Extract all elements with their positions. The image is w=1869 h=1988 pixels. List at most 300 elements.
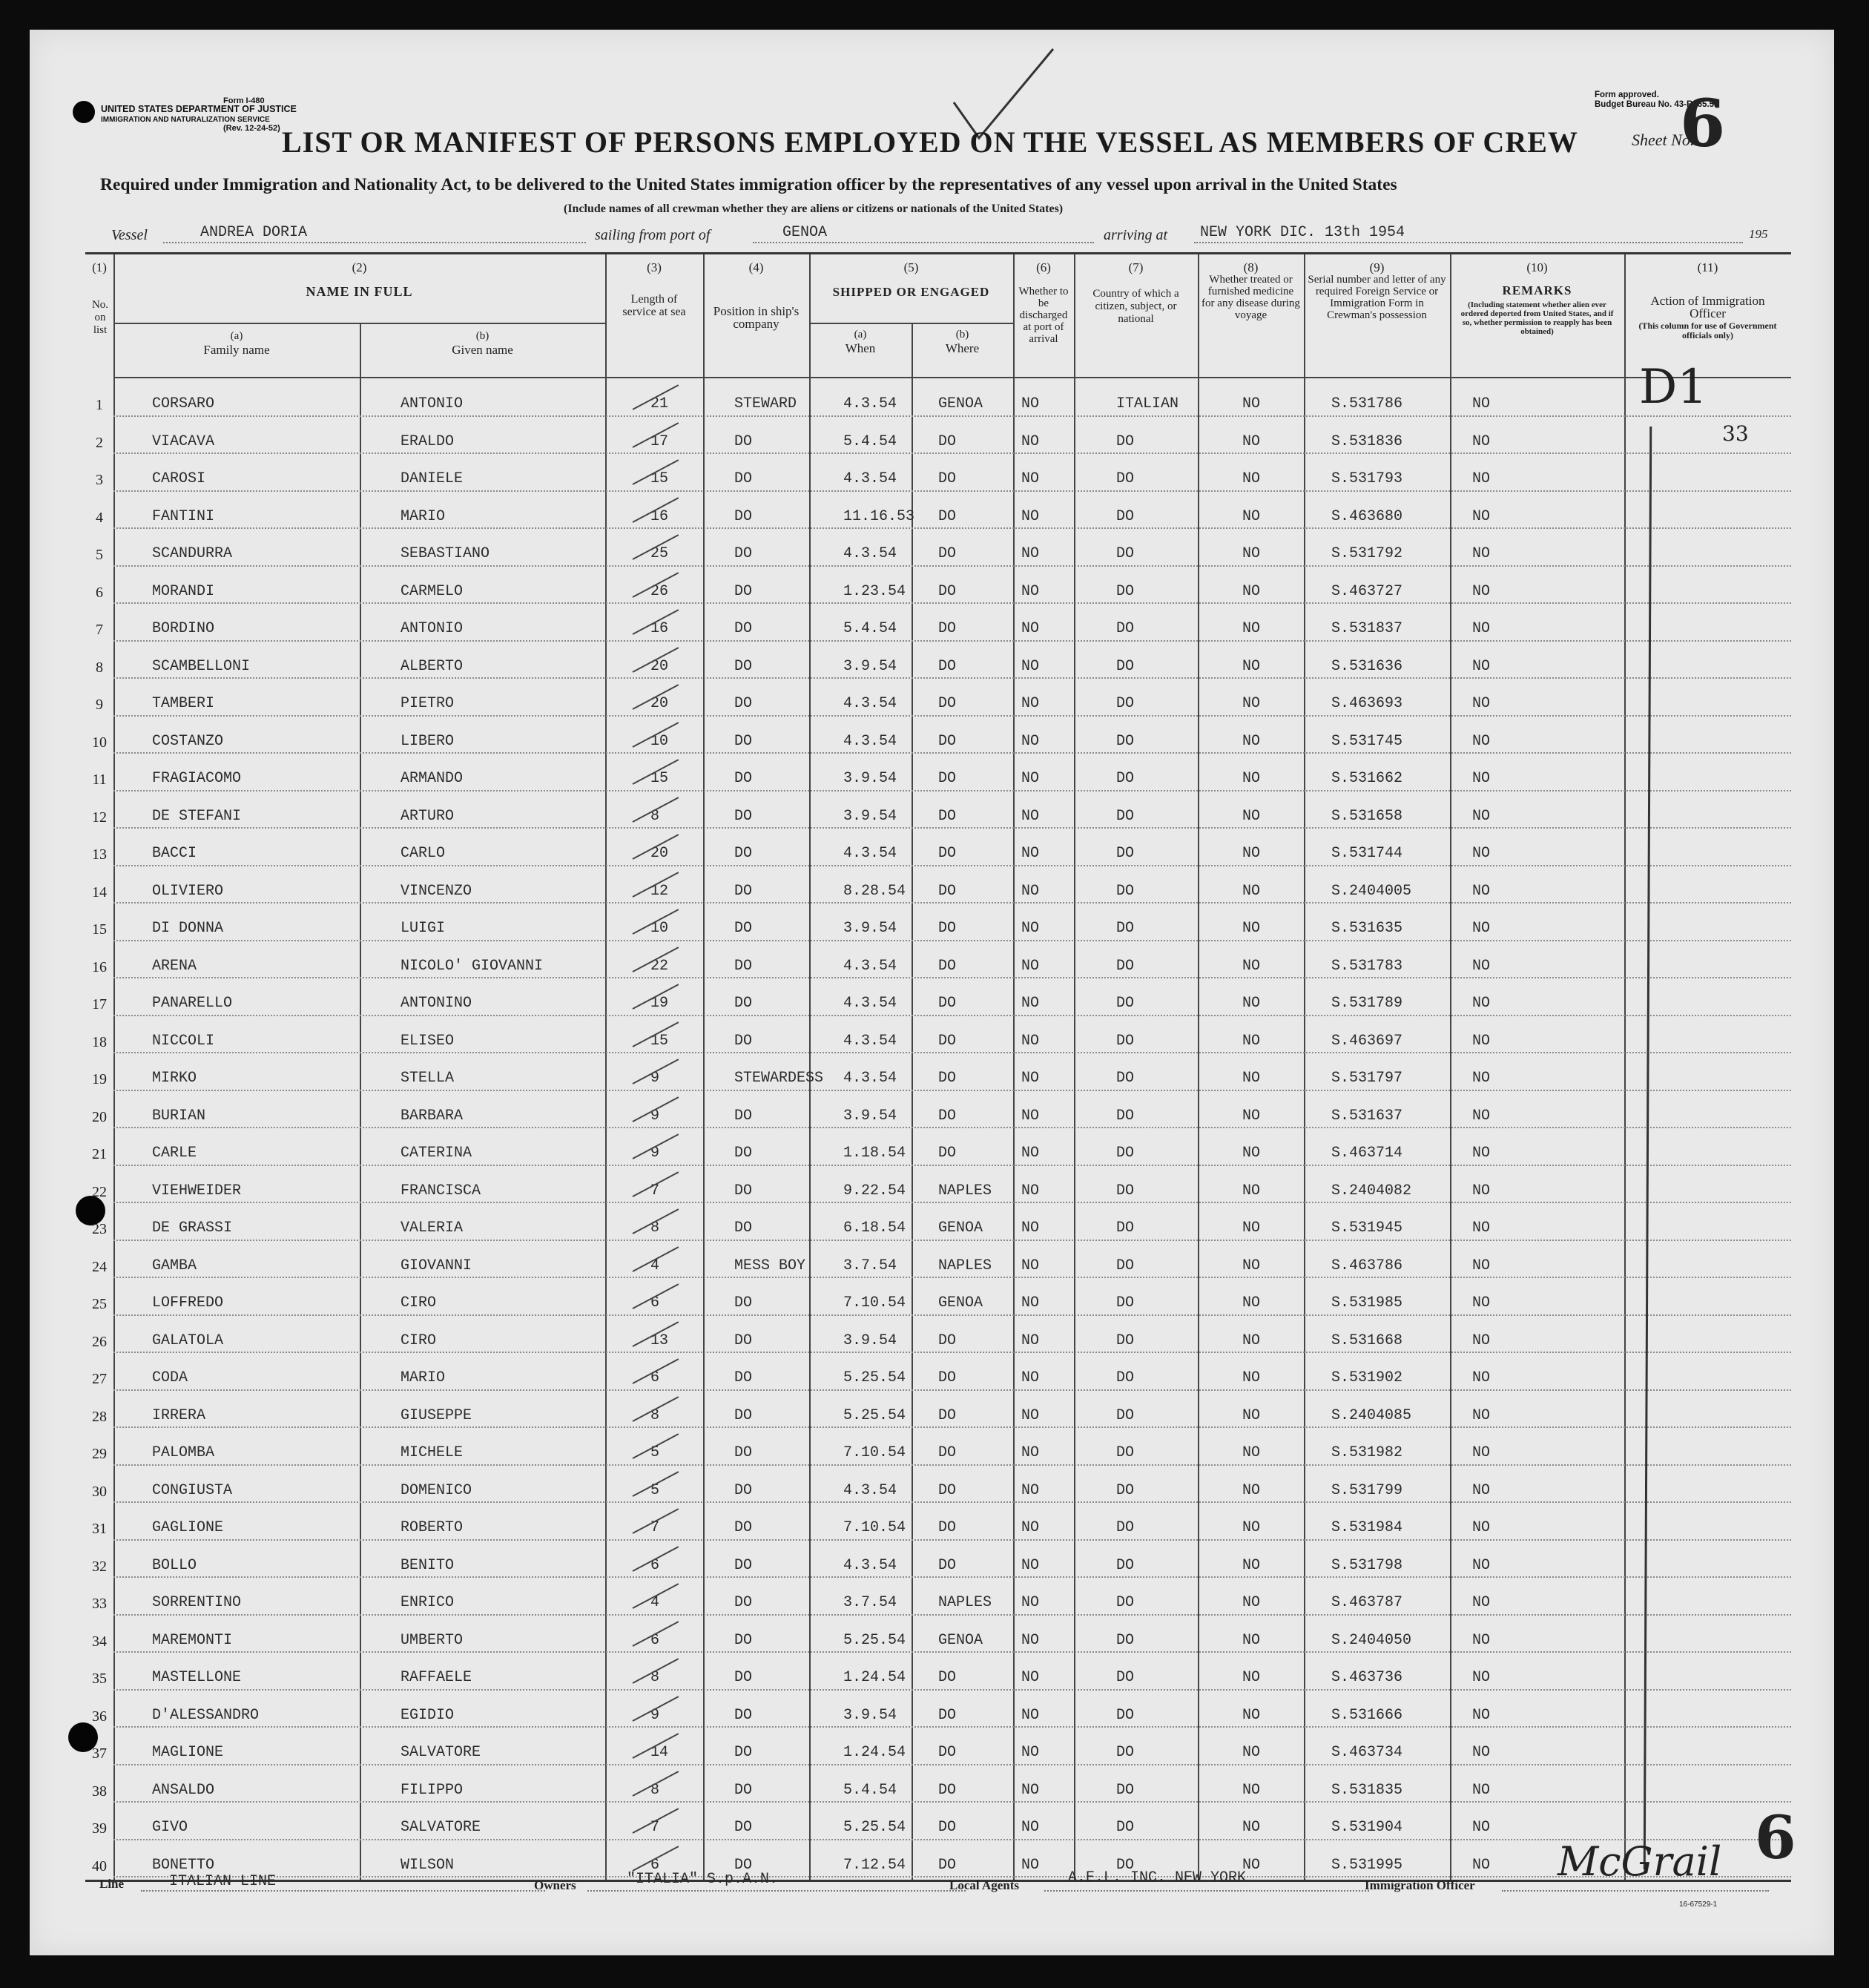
given-name: PIETRO [400, 695, 455, 712]
shipped-when: 4.3.54 [843, 995, 897, 1012]
length-of-service: 6 [650, 1294, 660, 1311]
discharge-status: NO [1021, 1556, 1040, 1574]
position: DO [734, 545, 753, 562]
remarks: NO [1472, 507, 1491, 525]
medicine-status: NO [1242, 582, 1261, 600]
shipped-where: DO [938, 545, 957, 562]
sheet-label: Sheet No. [1632, 131, 1695, 149]
row-number: 40 [92, 1857, 107, 1875]
table-row [85, 1317, 1791, 1355]
serial-number: S.531798 [1331, 1556, 1403, 1574]
discharge-status: NO [1021, 695, 1040, 712]
page-subtitle: Required under Immigration and Nationality Act, to be delivered to the United States immigration officer by the representatives of any vessel upon arrival in the United States [100, 175, 1397, 194]
table-row [85, 1542, 1791, 1580]
serial-number: S.463693 [1331, 695, 1403, 712]
shipped-when: 1.23.54 [843, 582, 906, 600]
length-of-service: 6 [650, 1369, 660, 1386]
table-row [85, 1429, 1791, 1467]
position: DO [734, 507, 753, 525]
table-row [85, 1130, 1791, 1168]
shipped-where: DO [938, 1706, 957, 1724]
shipped-when: 4.3.54 [843, 957, 897, 975]
table-row [85, 1617, 1791, 1655]
shipped-when: 4.3.54 [843, 1032, 897, 1050]
length-of-service: 20 [650, 695, 669, 712]
remarks: NO [1472, 1594, 1491, 1611]
position: DO [734, 957, 753, 975]
col-position-header: Position in ship's company [713, 304, 800, 331]
given-name: UMBERTO [400, 1631, 464, 1649]
serial-number: S.531995 [1331, 1856, 1403, 1874]
position: DO [734, 470, 753, 487]
family-name: MAREMONTI [152, 1631, 233, 1649]
family-name: FANTINI [152, 507, 215, 525]
col-remarks-note: (Including statement whether alien ever ordered deported from United States, and if so, whether permission to reapply has been obtained) [1460, 300, 1614, 336]
discharge-status: NO [1021, 957, 1040, 975]
owners-label: Owners [534, 1878, 576, 1892]
medicine-status: NO [1242, 1519, 1261, 1536]
shipped-when: 1.18.54 [843, 1145, 906, 1162]
shipped-where: DO [938, 807, 957, 825]
row-rule [113, 1426, 1791, 1428]
shipped-where: DO [938, 1819, 957, 1836]
row-rule [113, 1352, 1791, 1353]
remarks: NO [1472, 695, 1491, 712]
vessel-label: Vessel [111, 227, 148, 243]
shipped-where: DO [938, 1519, 957, 1536]
serial-number: S.531793 [1331, 470, 1403, 487]
family-name: CAROSI [152, 470, 206, 487]
remarks: NO [1472, 470, 1491, 487]
discharge-status: NO [1021, 1220, 1040, 1237]
row-rule [113, 565, 1791, 567]
row-number: 3 [96, 472, 103, 488]
column-number: (9) [1369, 260, 1385, 274]
row-rule [113, 1614, 1791, 1616]
row-rule [113, 865, 1791, 866]
column-number: (10) [1526, 260, 1548, 274]
row-rule [113, 1689, 1791, 1691]
country: DO [1116, 1594, 1135, 1611]
length-of-service: 4 [650, 1257, 660, 1274]
column-number: (8) [1243, 260, 1259, 274]
discharge-status: NO [1021, 1781, 1040, 1799]
form-date: (Rev. 12-24-52) [223, 124, 280, 133]
position: DO [734, 1669, 753, 1686]
serial-number: S.531904 [1331, 1819, 1403, 1836]
position: DO [734, 582, 753, 600]
medicine-status: NO [1242, 882, 1261, 900]
col-shipped-header: SHIPPED OR ENGAGED [832, 285, 990, 299]
row-number: 38 [92, 1783, 107, 1800]
length-of-service: 8 [650, 1406, 660, 1424]
row-number: 7 [96, 622, 103, 638]
remarks: NO [1472, 1519, 1491, 1536]
serial-number: S.531789 [1331, 995, 1403, 1012]
row-number: 37 [92, 1745, 107, 1762]
length-of-service: 19 [650, 995, 669, 1012]
serial-number: S.2404085 [1331, 1406, 1412, 1424]
row-number: 12 [92, 809, 107, 826]
shipped-when: 3.7.54 [843, 1594, 897, 1611]
shipped-when: 4.3.54 [843, 732, 897, 750]
col-serial-header: Serial number and letter of any required Foreign Service or Immigration Form in Crewman's possession [1308, 274, 1446, 321]
given-name: ANTONINO [400, 995, 472, 1012]
serial-number: S.2404050 [1331, 1631, 1412, 1649]
country: DO [1116, 1631, 1135, 1649]
row-rule [113, 1127, 1791, 1128]
shipped-when: 4.3.54 [843, 845, 897, 862]
country: DO [1116, 545, 1135, 562]
serial-number: S.531835 [1331, 1781, 1403, 1799]
position: DO [734, 995, 753, 1012]
agents-underline [1044, 1890, 1369, 1892]
country: DO [1116, 1744, 1135, 1761]
col-given-tag: (b) [475, 330, 490, 342]
table-row [85, 1093, 1791, 1130]
given-name: ANTONIO [400, 620, 464, 637]
family-name: BOLLO [152, 1556, 197, 1574]
page-number: 6 [1755, 1803, 1796, 1872]
row-number: 21 [92, 1146, 107, 1162]
print-code: 16-67529-1 [1679, 1900, 1718, 1909]
row-number: 26 [92, 1333, 107, 1350]
given-name: BENITO [400, 1556, 455, 1574]
sheet-number: 6 [1680, 85, 1726, 162]
medicine-status: NO [1242, 770, 1261, 787]
position: DO [734, 1182, 753, 1199]
family-name: VIACAVA [152, 432, 215, 450]
medicine-status: NO [1242, 470, 1261, 487]
discharge-status: NO [1021, 882, 1040, 900]
position: DO [734, 1556, 753, 1574]
shipped-where: DO [938, 1444, 957, 1461]
shipped-when: 9.22.54 [843, 1182, 906, 1199]
serial-number: S.531658 [1331, 807, 1403, 825]
family-name: VIEHWEIDER [152, 1182, 242, 1199]
given-name: LUIGI [400, 920, 446, 937]
given-name: DANIELE [400, 470, 464, 487]
shipped-where: DO [938, 1781, 957, 1799]
country: DO [1116, 695, 1135, 712]
family-name: CODA [152, 1369, 188, 1386]
length-of-service: 6 [650, 1856, 660, 1874]
discharge-status: NO [1021, 1107, 1040, 1125]
serial-number: S.463727 [1331, 582, 1403, 600]
serial-number: S.531783 [1331, 957, 1403, 975]
length-of-service: 15 [650, 470, 669, 487]
shipped-when: 5.4.54 [843, 620, 897, 637]
length-of-service: 16 [650, 507, 669, 525]
row-rule [113, 1801, 1791, 1803]
row-rule [113, 1876, 1791, 1877]
country: DO [1116, 995, 1135, 1012]
agents-value: A.E.L. INC. NEW YORK [1068, 1869, 1247, 1886]
medicine-status: NO [1242, 1669, 1261, 1686]
col-discharge-header: Whether to be discharged at port of arrival [1018, 286, 1069, 345]
shipped-when: 7.12.54 [843, 1856, 906, 1874]
position: DO [734, 1444, 753, 1461]
col-no-header: No. on list [91, 299, 109, 336]
approval-line2: Budget Bureau No. 43-R065.5. [1595, 100, 1717, 109]
shipped-where: DO [938, 470, 957, 487]
remarks: NO [1472, 1406, 1491, 1424]
col-when-header: When [845, 341, 876, 355]
shipped-where: DO [938, 1145, 957, 1162]
family-name: BORDINO [152, 620, 215, 637]
medicine-status: NO [1242, 1631, 1261, 1649]
year-suffix: 195 [1749, 227, 1768, 241]
length-of-service: 21 [650, 395, 669, 412]
serial-number: S.463786 [1331, 1257, 1403, 1274]
discharge-status: NO [1021, 1182, 1040, 1199]
approval-line1: Form approved. [1595, 90, 1659, 99]
medicine-status: NO [1242, 432, 1261, 450]
position: DO [734, 770, 753, 787]
given-name: MICHELE [400, 1444, 464, 1461]
length-of-service: 9 [650, 1070, 660, 1087]
position: DO [734, 1032, 753, 1050]
given-name: ERALDO [400, 432, 455, 450]
serial-number: S.531985 [1331, 1294, 1403, 1311]
row-number: 35 [92, 1671, 107, 1687]
column-number: (11) [1697, 260, 1718, 274]
page-title: LIST OR MANIFEST OF PERSONS EMPLOYED ON THE VESSEL AS MEMBERS OF CREW [282, 125, 1578, 159]
serial-number: S.531836 [1331, 432, 1403, 450]
family-name: DE GRASSI [152, 1220, 233, 1237]
remarks: NO [1472, 770, 1491, 787]
family-name: GAMBA [152, 1257, 197, 1274]
punch-hole [73, 101, 95, 123]
remarks: NO [1472, 432, 1491, 450]
discharge-status: NO [1021, 1519, 1040, 1536]
discharge-status: NO [1021, 620, 1040, 637]
table-row [85, 418, 1791, 456]
medicine-status: NO [1242, 1856, 1261, 1874]
shipped-where: DO [938, 1744, 957, 1761]
col-where-header: Where [945, 341, 980, 355]
medicine-status: NO [1242, 695, 1261, 712]
discharge-status: NO [1021, 1819, 1040, 1836]
medicine-status: NO [1242, 1070, 1261, 1087]
serial-number: S.2404082 [1331, 1182, 1412, 1199]
position: DO [734, 620, 753, 637]
shipped-when: 3.9.54 [843, 770, 897, 787]
serial-number: S.531786 [1331, 395, 1403, 412]
country: DO [1116, 1856, 1135, 1874]
serial-number: S.463787 [1331, 1594, 1403, 1611]
country: DO [1116, 1781, 1135, 1799]
shipped-when: 3.9.54 [843, 657, 897, 675]
table-row [85, 943, 1791, 981]
country: DO [1116, 1182, 1135, 1199]
medicine-status: NO [1242, 732, 1261, 750]
position: DO [734, 845, 753, 862]
remarks: NO [1472, 957, 1491, 975]
country: DO [1116, 1444, 1135, 1461]
shipped-where: DO [938, 770, 957, 787]
row-number: 11 [92, 771, 107, 788]
row-rule [113, 752, 1791, 754]
country: DO [1116, 1070, 1135, 1087]
family-name: CONGIUSTA [152, 1481, 233, 1499]
length-of-service: 25 [650, 545, 669, 562]
position: DO [734, 920, 753, 937]
discharge-status: NO [1021, 1481, 1040, 1499]
shipped-when: 1.24.54 [843, 1744, 906, 1761]
shipped-where: DO [938, 507, 957, 525]
given-name: SEBASTIANO [400, 545, 490, 562]
discharge-status: NO [1021, 1406, 1040, 1424]
col-family-header: Family name [203, 343, 270, 357]
family-name: GAGLIONE [152, 1519, 224, 1536]
country: DO [1116, 732, 1135, 750]
medicine-status: NO [1242, 1182, 1261, 1199]
row-rule [113, 1052, 1791, 1053]
family-name: PANARELLO [152, 995, 233, 1012]
position: DO [734, 1594, 753, 1611]
shipped-where: NAPLES [938, 1182, 992, 1199]
table-row [85, 1205, 1791, 1242]
row-number: 6 [96, 584, 103, 601]
remarks: NO [1472, 1070, 1491, 1087]
discharge-status: NO [1021, 1070, 1040, 1087]
given-name: CARMELO [400, 582, 464, 600]
row-number: 13 [92, 846, 107, 863]
country: DO [1116, 1294, 1135, 1311]
family-name: MORANDI [152, 582, 215, 600]
country: DO [1116, 920, 1135, 937]
country: DO [1116, 1406, 1135, 1424]
medicine-status: NO [1242, 845, 1261, 862]
given-name: GIOVANNI [400, 1257, 472, 1274]
position: DO [734, 1781, 753, 1799]
country: DO [1116, 807, 1135, 825]
length-of-service: 26 [650, 582, 669, 600]
remarks: NO [1472, 1706, 1491, 1724]
length-of-service: 4 [650, 1594, 660, 1611]
shipped-where: DO [938, 732, 957, 750]
family-name: MIRKO [152, 1070, 197, 1087]
country: DO [1116, 957, 1135, 975]
country: DO [1116, 1220, 1135, 1237]
given-name: EGIDIO [400, 1706, 455, 1724]
medicine-status: NO [1242, 1406, 1261, 1424]
discharge-status: NO [1021, 1257, 1040, 1274]
row-rule [113, 977, 1791, 978]
length-of-service: 9 [650, 1706, 660, 1724]
row-rule [113, 1764, 1791, 1765]
discharge-status: NO [1021, 995, 1040, 1012]
serial-number: S.531662 [1331, 770, 1403, 787]
country: DO [1116, 1107, 1135, 1125]
row-number: 18 [92, 1033, 107, 1050]
length-of-service: 6 [650, 1631, 660, 1649]
position: DO [734, 1107, 753, 1125]
discharge-status: NO [1021, 545, 1040, 562]
owners-value: "ITALIA" S.p.A.N. [627, 1871, 779, 1888]
discharge-status: NO [1021, 582, 1040, 600]
discharge-status: NO [1021, 432, 1040, 450]
length-of-service: 15 [650, 770, 669, 787]
table-row [85, 755, 1791, 793]
row-rule [113, 602, 1791, 604]
position: DO [734, 1856, 753, 1874]
given-name: SALVATORE [400, 1819, 481, 1836]
country: DO [1116, 470, 1135, 487]
length-of-service: 8 [650, 807, 660, 825]
row-number: 10 [92, 734, 107, 751]
discharge-status: NO [1021, 1856, 1040, 1874]
remarks: NO [1472, 1257, 1491, 1274]
medicine-status: NO [1242, 1107, 1261, 1125]
row-number: 2 [96, 434, 103, 451]
col-service-header: Length of service at sea [622, 293, 686, 318]
row-rule [113, 490, 1791, 492]
discharge-status: NO [1021, 470, 1040, 487]
row-rule [113, 1314, 1791, 1316]
country: DO [1116, 620, 1135, 637]
remarks: NO [1472, 920, 1491, 937]
remarks: NO [1472, 1631, 1491, 1649]
action-mark: D1 [1639, 360, 1708, 415]
row-number: 23 [92, 1221, 107, 1237]
given-name: ROBERTO [400, 1519, 464, 1536]
family-name: IRRERA [152, 1406, 206, 1424]
table-row [85, 1018, 1791, 1056]
shipped-when: 5.25.54 [843, 1631, 906, 1649]
medicine-status: NO [1242, 1294, 1261, 1311]
family-name: CORSARO [152, 395, 215, 412]
country: DO [1116, 432, 1135, 450]
length-of-service: 22 [650, 957, 669, 975]
table-row [85, 718, 1791, 756]
length-of-service: 8 [650, 1669, 660, 1686]
row-rule [113, 1464, 1791, 1466]
medicine-status: NO [1242, 1556, 1261, 1574]
length-of-service: 13 [650, 1332, 669, 1349]
given-name: ANTONIO [400, 395, 464, 412]
family-name: GIVO [152, 1819, 188, 1836]
country: DO [1116, 1145, 1135, 1162]
shipped-where: GENOA [938, 1294, 983, 1311]
shipped-when: 5.4.54 [843, 432, 897, 450]
row-rule [113, 1576, 1791, 1578]
table-row [85, 643, 1791, 681]
discharge-status: NO [1021, 1444, 1040, 1461]
shipped-where: DO [938, 657, 957, 675]
family-name: ANSALDO [152, 1781, 215, 1799]
given-name: CATERINA [400, 1145, 472, 1162]
country: DO [1116, 1669, 1135, 1686]
column-number: (3) [647, 260, 662, 274]
remarks: NO [1472, 1182, 1491, 1199]
officer-underline [1502, 1890, 1769, 1892]
shipped-when: 7.10.54 [843, 1519, 906, 1536]
row-rule [113, 1501, 1791, 1503]
vessel-name: ANDREA DORIA [200, 224, 308, 241]
length-of-service: 6 [650, 1556, 660, 1574]
row-rule [113, 527, 1791, 529]
given-name: VALERIA [400, 1220, 464, 1237]
table-row [85, 381, 1791, 418]
position: DO [734, 1519, 753, 1536]
country: DO [1116, 1032, 1135, 1050]
family-name: DI DONNA [152, 920, 224, 937]
remarks: NO [1472, 1332, 1491, 1349]
row-number: 39 [92, 1820, 107, 1837]
table-row [85, 1392, 1791, 1430]
